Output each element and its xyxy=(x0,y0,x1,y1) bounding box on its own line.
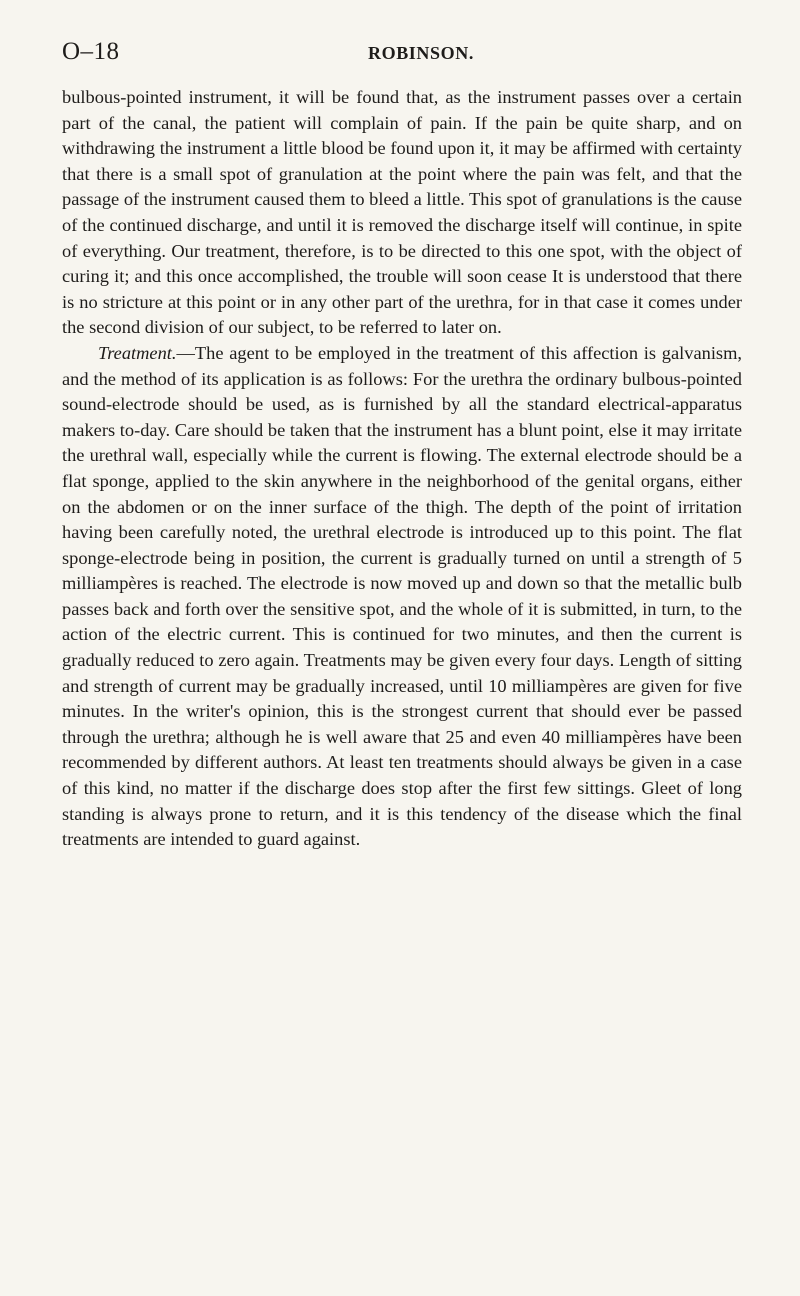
paragraph-continued: bulbous-pointed instrument, it will be found that, as the instrument passes over a certain part of the canal, the patient will complain of pain. If the pain be quite sharp, and on withdrawing the instrument a little blood be found upon it, it may be affirmed with certainty that there is a small spot of granulation at the point where the pain was felt, and that the passage of the instrument caused them to bleed a little. This spot of granulations is the cause of the continued discharge, and until it is removed the discharge itself will continue, in spite of everything. Our treatment, therefore, is to be directed to this one spot, with the object of curing it; and this once accomplished, the trouble will soon cease It is understood that there is no stricture at this point or in any other part of the urethra, for in that case it comes under the second division of our subject, to be referred to later on. xyxy=(62,87,742,338)
treatment-heading: Treatment. xyxy=(98,342,177,363)
page-header xyxy=(62,38,742,74)
running-head: ROBINSON. xyxy=(368,43,474,63)
paragraph-treatment xyxy=(62,341,742,853)
page-number: O–18 xyxy=(62,38,120,65)
body-text xyxy=(62,85,742,853)
treatment-text: —The agent to be employed in the treatment of this affection is galvanism, and the method of its application is as follows: For the urethra the ordinary bulbous-pointed sound-electrode should be used, as is furnished by all the standard electrical-apparatus makers to-day. Care should be taken that the instrument has a blunt point, else it may irritate the urethral wall, especially while the current is flowing. The external electrode should be a flat sponge, applied to the skin anywhere in the neighborhood of the genital organs, either on the abdomen or on the inner surface of the thigh. The depth of the point of irritation having been carefully noted, the urethral electrode is introduced up to this point. The flat sponge-electrode being in position, the current is gradually turned on until a strength of 5 milliampères is reached. The electrode is now moved up and down so that the metallic bulb passes back and forth over the sensitive spot, and the whole of it is submitted, in turn, to the action of the electric current. This is continued for two minutes, and then the current is gradually reduced to zero again. Treatments may be given every four days. Length of sitting and strength of current may be gradually increased, until 10 milliampères are given for five minutes. In the writer's opinion, this is the strongest current that should ever be passed through the urethra; although he is well aware that 25 and even 40 milliampères have been recommended by different authors. At least ten treatments should always be given in a case of this kind, no matter if the discharge does stop after the first few sittings. Gleet of long standing is always prone to return, and it is this tendency of the disease which the final treatments are intended to guard against. xyxy=(62,342,742,850)
